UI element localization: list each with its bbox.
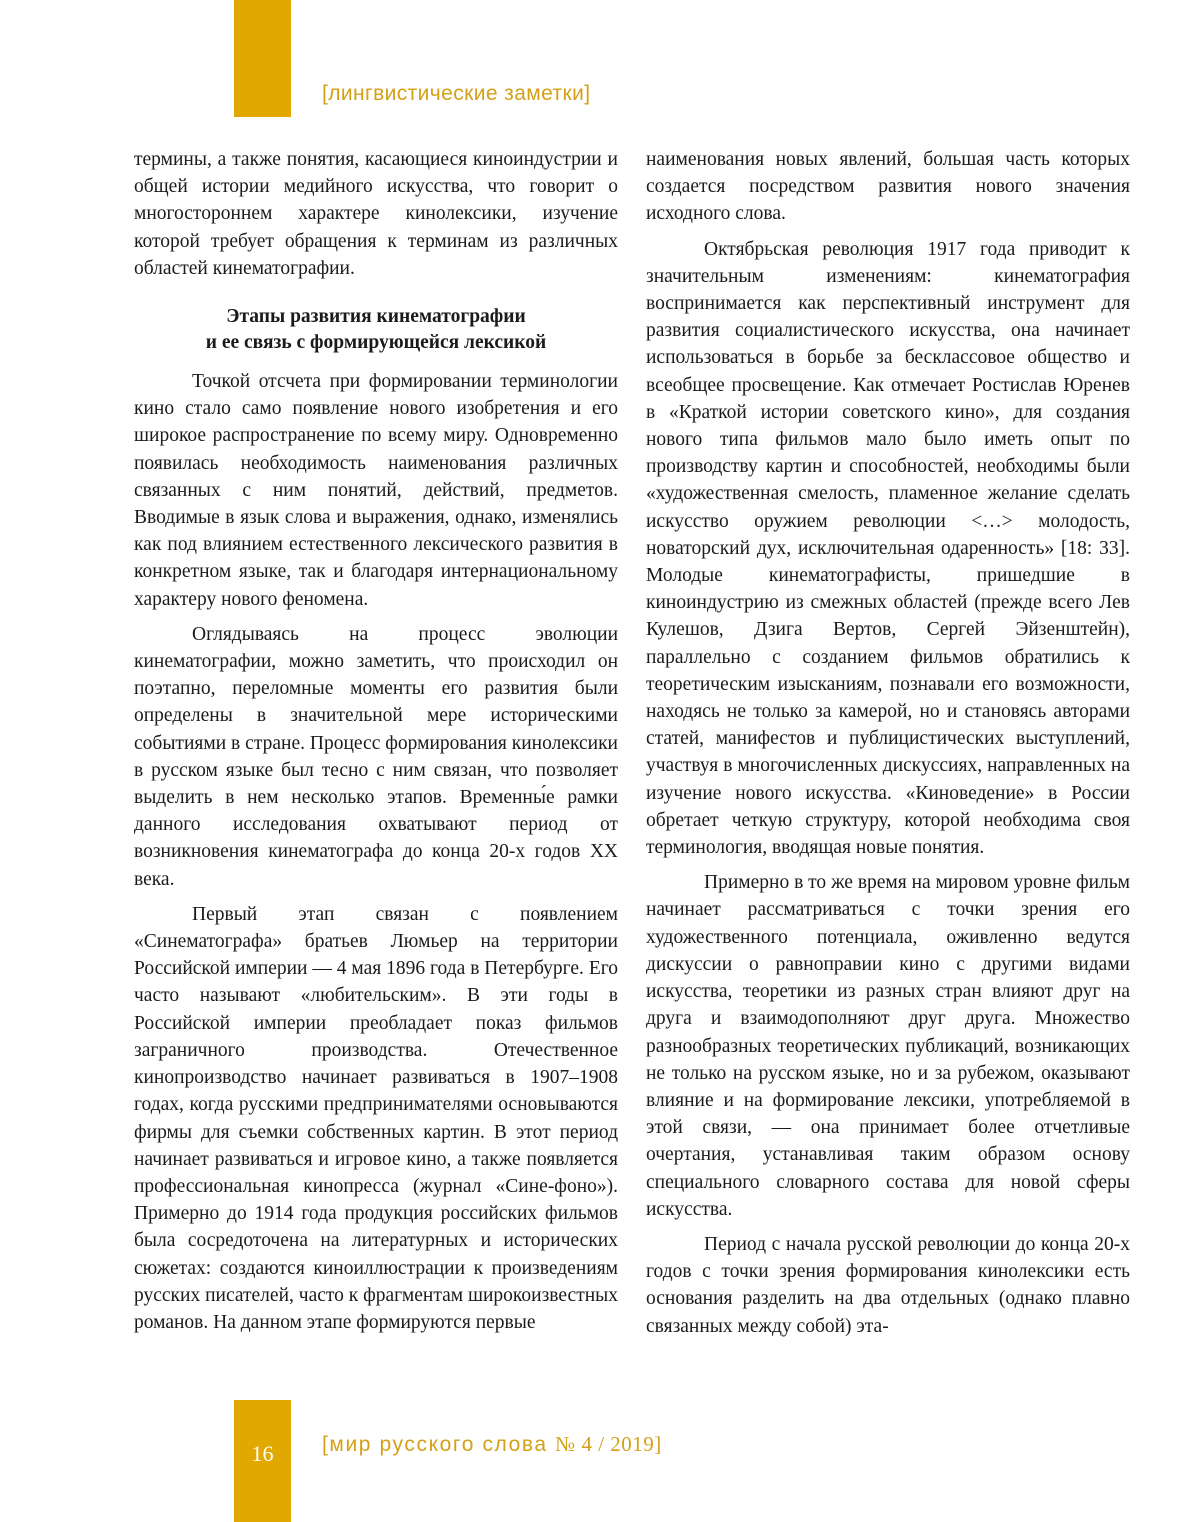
left-continuation-paragraph: термины, а также понятия, касающиеся киноиндустрии и общей истории медийного искусства, что говорит о многостороннем характере кинолексики, изучение которой требует обращения к терминам из различных областей кинематографии.: [134, 149, 618, 279]
right-paragraph-2: Примерно в то же время на мировом уровне фильм начинает рассматриваться с точки зрения его художественного потенциала, оживленно ведутся дискуссии о равноправии кино с другими видами искусства, теоретики из разных стран влияют друг на друга и взаимодополняют друг друга. Множество разнообразных теоретических публикаций, возникающих не только на русском языке, но и за рубежом, оказывают влияние и на формирование лексики, употребляемой в этой связи, — она принимает более отчетливые очертания, устанавливая таким образом основу специального словарного состава для новой сферы искусства.: [646, 872, 1130, 1220]
journal-footer: [322, 1432, 662, 1457]
left-paragraph-1: Точкой отсчета при формировании терминологии кино стало само появление нового изобретения и его широкое распространение по всему миру. Одновременно появилась необходимость наименования различных связанных с ним понятий, действий, предметов. Вводимые в язык слова и выражения, однако, изменялись как под влиянием естественного лексического развития в конкретном языке, так и благодаря интернациональному характеру нового феномена.: [134, 371, 618, 610]
left-column: [134, 146, 618, 1336]
right-column: [646, 146, 1130, 1340]
journal-name: [мир русского слова: [322, 1433, 548, 1456]
section-heading-line-2: и ее связь с формирующейся лексикой: [205, 332, 547, 354]
journal-issue: № 4 / 2019]: [555, 1432, 662, 1456]
section-heading: [134, 304, 618, 356]
header-accent-bar: [234, 0, 291, 117]
right-paragraph-1: Октябрьская революция 1917 года приводит к значительным изменениям: кинематография воспринимается как перспективный инструмент для развития социалистического искусства, она начинает использоваться в борьбе за бесклассовое общество и всеобщее просвещение. Как отмечает Ростислав Юренев в «Краткой истории советского кино», для создания нового типа фильмов мало было иметь опыт по производству картин и способностей, необходимы были «художественная смелость, пламенное желание сделать искусство оружием революции <…> молодость, новаторский дух, исключительная одаренность» [18: 33]. Молодые кинематографисты, пришедшие в киноиндустрию из смежных областей (прежде всего Лев Кулешов, Дзига Вертов, Сергей Эйзенштейн), параллельно с созданием фильмов обратились к теоретическим изысканиям, познавали его возможности, находясь не только за камерой, но и становясь авторами статей, манифестов и публицистических выступлений, участвуя в многочисленных дискуссиях, направленных на изучение нового искусства. «Киноведение» в России обретает четкую структуру, которой необходима своя терминология, вводящая новые понятия.: [646, 238, 1130, 859]
right-paragraph-3: Период с начала русской революции до конца 20-х годов с точки зрения формирования кинолексики есть основания разделить на два отдельных (однако плавно связанных между собой) эта-: [646, 1233, 1130, 1337]
left-paragraph-3: Первый этап связан с появлением «Синематографа» братьев Люмьер на территории Российской империи — 4 мая 1896 года в Петербурге. Его часто называют «любительским». В эти годы в Российской империи преобладает показ фильмов заграничного производства. Отечественное кинопроизводство начинает развиваться в 1907–1908 годах, когда русскими предпринимателями основываются фирмы для съемки собственных картин. В этот период начинает развиваться и игровое кино, а также появляется профессиональная кинопресса (журнал «Сине-фоно»). Примерно до 1914 года продукция российских фильмов была сосредоточена на литературных и исторических сюжетах: создаются киноиллюстрации к произведениям русских писателей, часто к фрагментам широкоизвестных романов. На данном этапе формируются первые: [134, 903, 618, 1333]
left-paragraph-2: Оглядываясь на процесс эволюции кинематографии, можно заметить, что происходил он поэтапно, переломные моменты его развития были определены в значительной мере историческими событиями в стране. Процесс формирования кинолексики в русском языке был тесно с ним связан, что позволяет выделить в нем несколько этапов. Временны́е рамки данного исследования охватывают период от возникновения кинематографа до конца 20-х годов XX века.: [134, 623, 618, 890]
section-heading-line-1: Этапы развития кинематографии: [226, 306, 526, 328]
page-number: 16: [251, 1441, 274, 1466]
right-continuation-paragraph: наименования новых явлений, большая часть которых создается посредством развития нового значения исходного слова.: [646, 149, 1130, 225]
running-head: [лингвистические заметки]: [322, 82, 591, 105]
